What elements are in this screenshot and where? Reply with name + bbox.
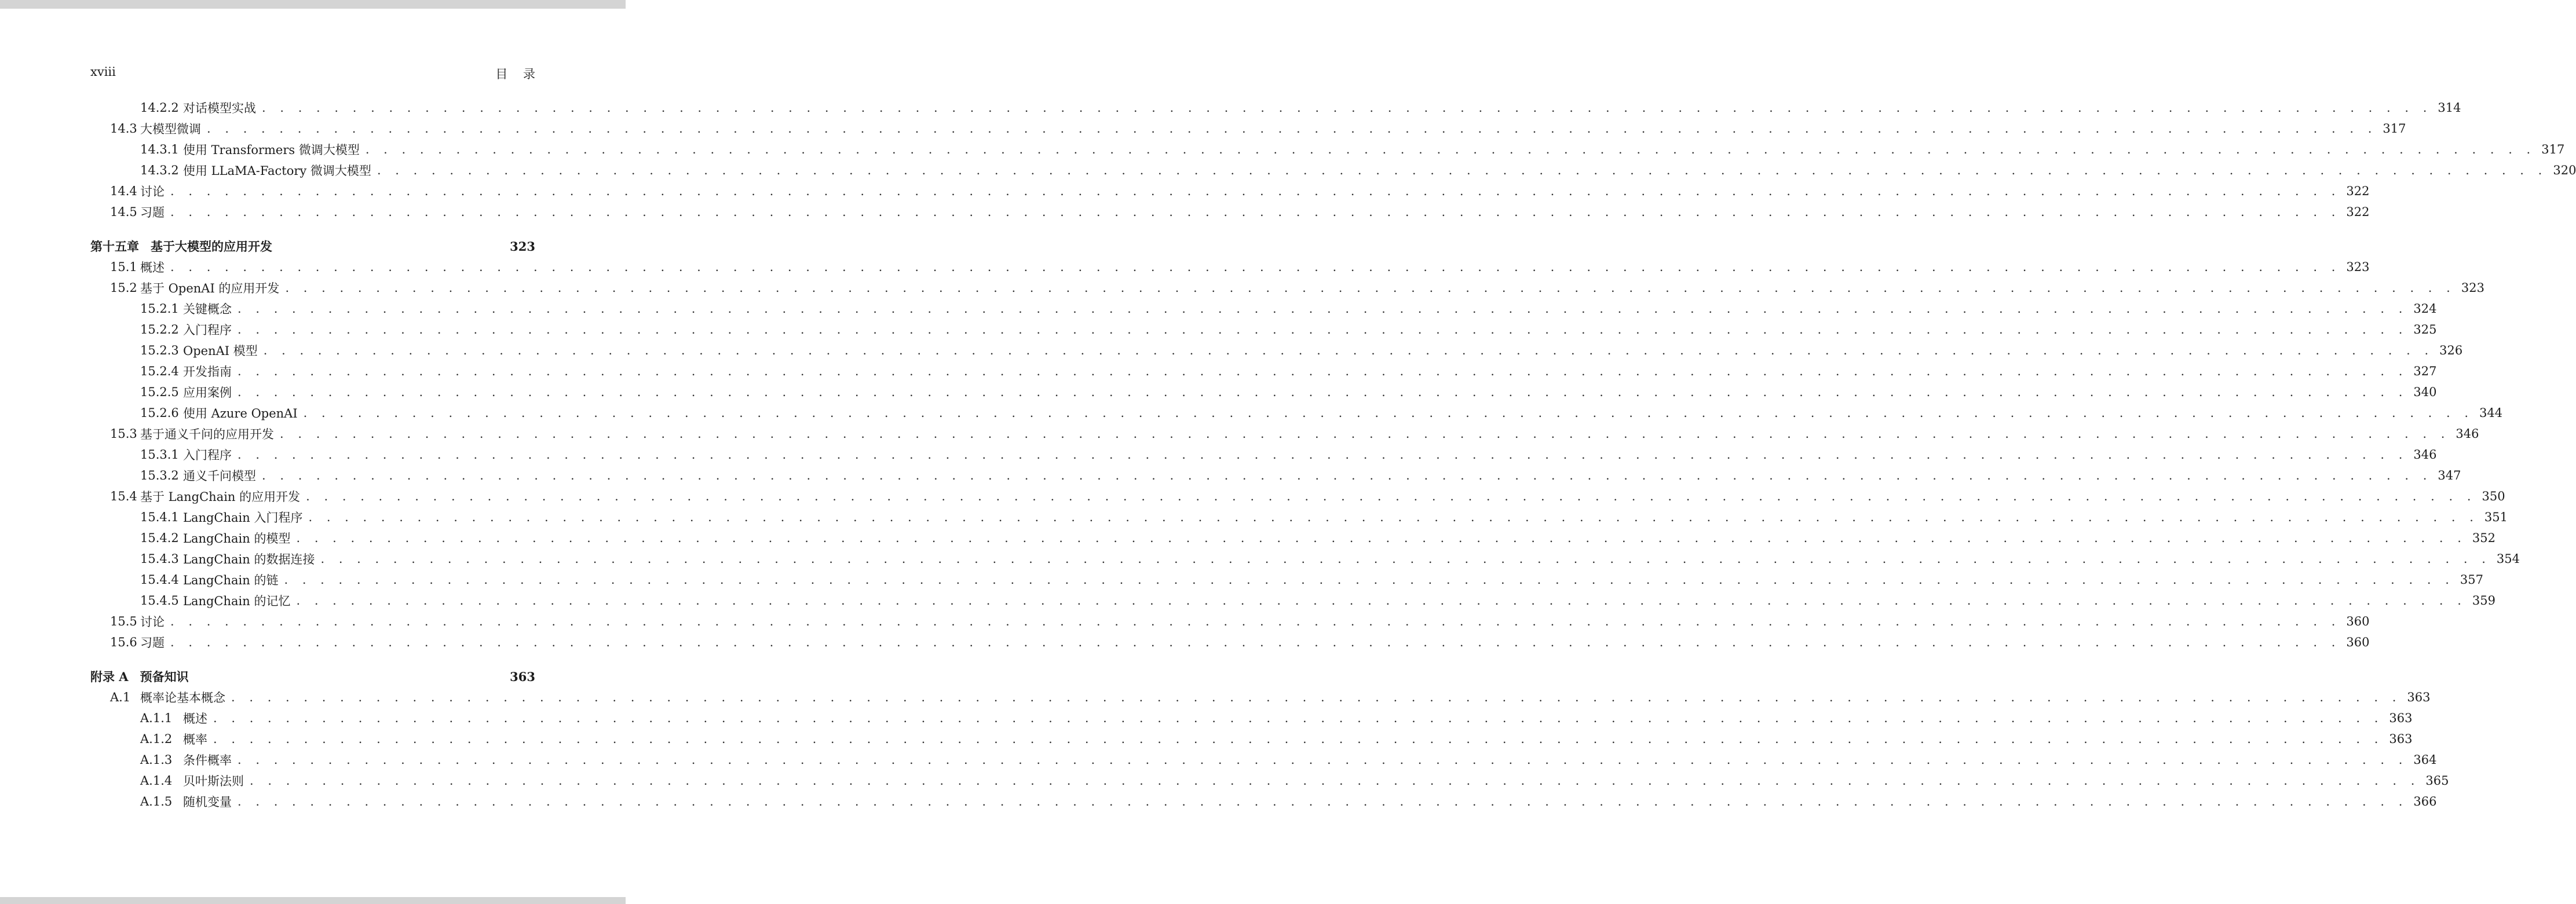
- dot-leader: . . . . . . . . . . . . . . . . . . . . . . . . . . . . . . . . . . . . . . . . . . . . . . . . . . . . . . . . . . . . . . . . . . . . . . . . . . . . . . . . . . . . . . . . . . . . . . . . . . . . . . . . . . . . . . . . . . . . . . . .: [170, 614, 2341, 628]
- running-header-title: 目 录: [495, 67, 541, 81]
- toc-entry-title: 基于 OpenAI 的应用开发: [140, 281, 280, 295]
- toc-page-number: 364: [2413, 753, 2437, 767]
- toc-page-number: 363: [2389, 711, 2413, 725]
- toc-subsection-entry[interactable]: [90, 791, 2437, 812]
- toc-subsection-entry[interactable]: [90, 548, 2520, 569]
- toc-entry-number: A.1.4: [140, 774, 173, 788]
- toc-entry-title: LangChain 的数据连接: [183, 552, 315, 566]
- toc-subsection-entry[interactable]: [90, 298, 2437, 319]
- toc-entry-title: 大模型微调: [140, 122, 201, 136]
- toc-page-number: 325: [2413, 323, 2437, 336]
- toc-entry-title: 入门程序: [183, 448, 232, 462]
- toc-page-number: 326: [2439, 343, 2463, 357]
- dot-leader: . . . . . . . . . . . . . . . . . . . . . . . . . . . . . . . . . . . . . . . . . . . . . . . . . . . . . . . . . . . . . . . . . . . . . . . . . . . . . . . . . . . . . . . . . . . . . . . . . . . . . . . . . . . . . . . . . . . . . . . .: [303, 406, 2474, 420]
- dot-leader: . . . . . . . . . . . . . . . . . . . . . . . . . . . . . . . . . . . . . . . . . . . . . . . . . . . . . . . . . . . . . . . . . . . . . . . . . . . . . . . . . . . . . . . . . . . . . . . . . . . . . . . . . . . . . . . . . . . . . . . .: [170, 184, 2341, 198]
- toc-subsection-entry[interactable]: [90, 465, 2461, 486]
- dot-leader: . . . . . . . . . . . . . . . . . . . . . . . . . . . . . . . . . . . . . . . . . . . . . . . . . . . . . . . . . . . . . . . . . . . . . . . . . . . . . . . . . . . . . . . . . . . . . . . . . . . . . . . . . . . . . . . . . . . . . . . .: [213, 732, 2384, 746]
- toc-section-entry[interactable]: [90, 118, 2406, 139]
- toc-subsection-entry[interactable]: [90, 402, 2503, 423]
- dot-leader: . . . . . . . . . . . . . . . . . . . . . . . . . . . . . . . . . . . . . . . . . . . . . . . . . . . . . . . . . . . . . . . . . . . . . . . . . . . . . . . . . . . . . . . . . . . . . . . . . . . . . . . . . . . . . . . . . . . . . . . .: [308, 510, 2479, 524]
- toc-entry-title: 入门程序: [183, 323, 232, 337]
- toc-section-entry[interactable]: [90, 486, 2505, 507]
- toc-entry-number: 15.3.2: [140, 469, 179, 482]
- dot-leader: . . . . . . . . . . . . . . . . . . . . . . . . . . . . . . . . . . . . . . . . . . . . . . . . . . . . . . . . . . . . . . . . . . . . . . . . . . . . . . . . . . . . . . . . . . . . . . . . . . . . . . . . . . . . . . . . . . . . . . . .: [170, 635, 2341, 649]
- toc-page-number: 360: [2346, 635, 2370, 649]
- toc-page-number: 363: [510, 669, 535, 684]
- toc-chapter-title: 预备知识: [140, 669, 189, 684]
- toc-entry-number: 15.2.6: [140, 406, 179, 420]
- page-bottom-edge: [0, 897, 626, 904]
- toc-entry-title: 使用 LLaMA-Factory 微调大模型: [183, 164, 371, 178]
- toc-page-number: 323: [510, 239, 535, 254]
- toc-entry-number: 15.2: [110, 281, 137, 295]
- dot-leader: . . . . . . . . . . . . . . . . . . . . . . . . . . . . . . . . . . . . . . . . . . . . . . . . . . . . . . . . . . . . . . . . . . . . . . . . . . . . . . . . . . . . . . . . . . . . . . . . . . . . . . . . . . . . . . . . . . . . . . . .: [263, 343, 2434, 357]
- dot-leader: . . . . . . . . . . . . . . . . . . . . . . . . . . . . . . . . . . . . . . . . . . . . . . . . . . . . . . . . . . . . . . . . . . . . . . . . . . . . . . . . . . . . . . . . . . . . . . . . . . . . . . . . . . . . . . . . . . . . . . . .: [285, 281, 2456, 295]
- toc-page-number: 363: [2389, 732, 2413, 746]
- toc-page-number: 357: [2460, 573, 2483, 587]
- toc-page-number: 324: [2413, 302, 2437, 316]
- toc-chapter-number: 附录 A: [90, 669, 129, 684]
- toc-entry-title: 应用案例: [183, 386, 232, 400]
- toc-page-number: 352: [2472, 531, 2495, 545]
- toc-entry-number: 15.2.4: [140, 364, 179, 378]
- toc-page-number: 323: [2461, 281, 2484, 295]
- toc-entry-title: 习题: [140, 206, 165, 219]
- toc-entry-number: 14.2.2: [140, 101, 179, 115]
- dot-leader: . . . . . . . . . . . . . . . . . . . . . . . . . . . . . . . . . . . . . . . . . . . . . . . . . . . . . . . . . . . . . . . . . . . . . . . . . . . . . . . . . . . . . . . . . . . . . . . . . . . . . . . . . . . . . . . . . . . . . . . .: [237, 364, 2408, 378]
- toc-entry-number: 14.3.2: [140, 163, 179, 177]
- toc-subsection-entry[interactable]: [90, 319, 2437, 340]
- dot-leader: . . . . . . . . . . . . . . . . . . . . . . . . . . . . . . . . . . . . . . . . . . . . . . . . . . . . . . . . . . . . . . . . . . . . . . . . . . . . . . . . . . . . . . . . . . . . . . . . . . . . . . . . . . . . . . . . . . . . . . . .: [237, 323, 2408, 336]
- toc-entry-number: 15.3.1: [140, 448, 179, 462]
- toc-page-number: 350: [2482, 489, 2505, 503]
- toc-subsection-entry[interactable]: [90, 528, 2495, 548]
- dot-leader: . . . . . . . . . . . . . . . . . . . . . . . . . . . . . . . . . . . . . . . . . . . . . . . . . . . . . . . . . . . . . . . . . . . . . . . . . . . . . . . . . . . . . . . . . . . . . . . . . . . . . . . . . . . . . . . . . . . . . . . .: [250, 774, 2420, 788]
- toc-chapter-title: 基于大模型的应用开发: [151, 239, 272, 254]
- dot-leader: . . . . . . . . . . . . . . . . . . . . . . . . . . . . . . . . . . . . . . . . . . . . . . . . . . . . . . . . . . . . . . . . . . . . . . . . . . . . . . . . . . . . . . . . . . . . . . . . . . . . . . . . . . . . . . . . . . . . . . . .: [377, 163, 2548, 177]
- dot-leader: . . . . . . . . . . . . . . . . . . . . . . . . . . . . . . . . . . . . . . . . . . . . . . . . . . . . . . . . . . . . . . . . . . . . . . . . . . . . . . . . . . . . . . . . . . . . . . . . . . . . . . . . . . . . . . . . . . . . . . . .: [207, 122, 2377, 136]
- toc-entry-title: 条件概率: [183, 753, 232, 767]
- toc-subsection-entry[interactable]: [90, 507, 2508, 528]
- toc-entry-number: 15.4.3: [140, 552, 179, 566]
- toc-entry-title: LangChain 入门程序: [183, 511, 303, 525]
- toc-entry-number: 14.4: [110, 184, 137, 198]
- toc-entry-title: LangChain 的模型: [183, 532, 291, 546]
- dot-leader: . . . . . . . . . . . . . . . . . . . . . . . . . . . . . . . . . . . . . . . . . . . . . . . . . . . . . . . . . . . . . . . . . . . . . . . . . . . . . . . . . . . . . . . . . . . . . . . . . . . . . . . . . . . . . . . . . . . . . . . .: [284, 573, 2454, 587]
- toc-subsection-entry[interactable]: [90, 340, 2463, 361]
- toc-entry-title: 习题: [140, 636, 165, 650]
- dot-leader: . . . . . . . . . . . . . . . . . . . . . . . . . . . . . . . . . . . . . . . . . . . . . . . . . . . . . . . . . . . . . . . . . . . . . . . . . . . . . . . . . . . . . . . . . . . . . . . . . . . . . . . . . . . . . . . . . . . . . . . .: [306, 489, 2476, 503]
- toc-entry-title: 基于 LangChain 的应用开发: [140, 490, 301, 504]
- dot-leader: . . . . . . . . . . . . . . . . . . . . . . . . . . . . . . . . . . . . . . . . . . . . . . . . . . . . . . . . . . . . . . . . . . . . . . . . . . . . . . . . . . . . . . . . . . . . . . . . . . . . . . . . . . . . . . . . . . . . . . . .: [237, 795, 2408, 808]
- dot-leader: . . . . . . . . . . . . . . . . . . . . . . . . . . . . . . . . . . . . . . . . . . . . . . . . . . . . . . . . . . . . . . . . . . . . . . . . . . . . . . . . . . . . . . . . . . . . . . . . . . . . . . . . . . . . . . . . . . . . . . . .: [231, 690, 2402, 704]
- toc-entry-title: 讨论: [140, 615, 165, 629]
- toc-entry-title: OpenAI 模型: [183, 344, 258, 358]
- toc-section-entry[interactable]: [90, 181, 2370, 202]
- toc-page-number: 347: [2438, 469, 2461, 482]
- toc-entry-title: 关键概念: [183, 302, 232, 316]
- dot-leader: . . . . . . . . . . . . . . . . . . . . . . . . . . . . . . . . . . . . . . . . . . . . . . . . . . . . . . . . . . . . . . . . . . . . . . . . . . . . . . . . . . . . . . . . . . . . . . . . . . . . . . . . . . . . . . . . . . . . . . . .: [365, 142, 2536, 156]
- toc-section-entry[interactable]: [90, 687, 2431, 708]
- toc-subsection-entry[interactable]: [90, 139, 2565, 160]
- toc-entry-number: 15.4.4: [140, 573, 179, 587]
- toc-subsection-entry[interactable]: [90, 382, 2437, 402]
- table-of-contents: [90, 97, 2576, 812]
- toc-entry-title: 对话模型实战: [183, 101, 256, 115]
- toc-page-number: 323: [2346, 260, 2370, 274]
- toc-page-number: 322: [2346, 184, 2370, 198]
- toc-entry-number: 15.1: [110, 260, 137, 274]
- toc-entry-title: 贝叶斯法则: [183, 774, 244, 788]
- toc-chapter-heading[interactable]: [90, 236, 535, 257]
- toc-section-entry[interactable]: [90, 632, 2370, 653]
- toc-page-number: 359: [2472, 594, 2495, 607]
- toc-entry-number: 15.2.5: [140, 385, 179, 399]
- toc-page-number: 363: [2407, 690, 2431, 704]
- toc-entry-title: 使用 Transformers 微调大模型: [183, 143, 360, 157]
- dot-leader: . . . . . . . . . . . . . . . . . . . . . . . . . . . . . . . . . . . . . . . . . . . . . . . . . . . . . . . . . . . . . . . . . . . . . . . . . . . . . . . . . . . . . . . . . . . . . . . . . . . . . . . . . . . . . . . . . . . . . . . .: [296, 531, 2467, 545]
- toc-entry-number: 14.3: [110, 122, 137, 136]
- dot-leader: . . . . . . . . . . . . . . . . . . . . . . . . . . . . . . . . . . . . . . . . . . . . . . . . . . . . . . . . . . . . . . . . . . . . . . . . . . . . . . . . . . . . . . . . . . . . . . . . . . . . . . . . . . . . . . . . . . . . . . . .: [280, 427, 2450, 441]
- toc-subsection-entry[interactable]: [90, 770, 2449, 791]
- toc-entry-number: 15.6: [110, 635, 137, 649]
- toc-entry-number: 15.5: [110, 614, 137, 628]
- toc-entry-number: 15.2.3: [140, 343, 179, 357]
- toc-entry-number: A.1: [110, 690, 131, 704]
- toc-chapter-heading[interactable]: [90, 666, 535, 687]
- toc-subsection-entry[interactable]: [90, 361, 2437, 382]
- toc-entry-number: 15.4.2: [140, 531, 179, 545]
- toc-page-number: 346: [2413, 448, 2437, 462]
- toc-page-number: 314: [2438, 101, 2461, 115]
- toc-entry-number: 14.5: [110, 205, 137, 219]
- toc-entry-title: LangChain 的记忆: [183, 594, 291, 608]
- toc-entry-number: 15.4: [110, 489, 137, 503]
- toc-entry-title: 概述: [140, 261, 165, 275]
- toc-chapter-number: 第十五章: [90, 239, 139, 254]
- toc-spacer: [90, 653, 535, 666]
- toc-section-entry[interactable]: [90, 277, 2484, 298]
- dot-leader: . . . . . . . . . . . . . . . . . . . . . . . . . . . . . . . . . . . . . . . . . . . . . . . . . . . . . . . . . . . . . . . . . . . . . . . . . . . . . . . . . . . . . . . . . . . . . . . . . . . . . . . . . . . . . . . . . . . . . . . .: [262, 101, 2432, 115]
- toc-entry-number: 15.3: [110, 427, 137, 441]
- toc-entry-title: 开发指南: [183, 365, 232, 379]
- toc-page-number: 344: [2479, 406, 2503, 420]
- dot-leader: . . . . . . . . . . . . . . . . . . . . . . . . . . . . . . . . . . . . . . . . . . . . . . . . . . . . . . . . . . . . . . . . . . . . . . . . . . . . . . . . . . . . . . . . . . . . . . . . . . . . . . . . . . . . . . . . . . . . . . . .: [237, 302, 2408, 316]
- page-number-roman: xviii: [90, 65, 116, 79]
- dot-leader: . . . . . . . . . . . . . . . . . . . . . . . . . . . . . . . . . . . . . . . . . . . . . . . . . . . . . . . . . . . . . . . . . . . . . . . . . . . . . . . . . . . . . . . . . . . . . . . . . . . . . . . . . . . . . . . . . . . . . . . .: [170, 205, 2341, 219]
- dot-leader: . . . . . . . . . . . . . . . . . . . . . . . . . . . . . . . . . . . . . . . . . . . . . . . . . . . . . . . . . . . . . . . . . . . . . . . . . . . . . . . . . . . . . . . . . . . . . . . . . . . . . . . . . . . . . . . . . . . . . . . .: [320, 552, 2491, 566]
- toc-entry-title: 随机变量: [183, 795, 232, 809]
- toc-page-number: 317: [2383, 122, 2406, 136]
- toc-section-entry[interactable]: [90, 202, 2370, 222]
- toc-section-entry[interactable]: [90, 611, 2370, 632]
- toc-entry-number: 15.4.1: [140, 510, 179, 524]
- page-top-edge: [0, 0, 626, 9]
- toc-entry-title: 概率论基本概念: [140, 691, 225, 705]
- toc-section-entry[interactable]: [90, 257, 2370, 277]
- toc-entry-number: A.1.2: [140, 732, 173, 746]
- toc-entry-number: A.1.1: [140, 711, 173, 725]
- toc-entry-number: 15.2.1: [140, 302, 179, 316]
- toc-entry-number: 15.2.2: [140, 323, 179, 336]
- toc-entry-title: 概述: [183, 712, 207, 726]
- toc-subsection-entry[interactable]: [90, 444, 2437, 465]
- toc-page-number: 366: [2413, 795, 2437, 808]
- toc-entry-title: 概率: [183, 733, 207, 746]
- dot-leader: . . . . . . . . . . . . . . . . . . . . . . . . . . . . . . . . . . . . . . . . . . . . . . . . . . . . . . . . . . . . . . . . . . . . . . . . . . . . . . . . . . . . . . . . . . . . . . . . . . . . . . . . . . . . . . . . . . . . . . . .: [262, 469, 2432, 482]
- dot-leader: . . . . . . . . . . . . . . . . . . . . . . . . . . . . . . . . . . . . . . . . . . . . . . . . . . . . . . . . . . . . . . . . . . . . . . . . . . . . . . . . . . . . . . . . . . . . . . . . . . . . . . . . . . . . . . . . . . . . . . . .: [237, 385, 2408, 399]
- toc-page-number: 354: [2496, 552, 2520, 566]
- toc-subsection-entry[interactable]: [90, 160, 2576, 181]
- toc-section-entry[interactable]: [90, 423, 2479, 444]
- toc-entry-title: 基于通义千问的应用开发: [140, 427, 274, 441]
- toc-page-number: 322: [2346, 205, 2370, 219]
- toc-subsection-entry[interactable]: [90, 729, 2413, 749]
- toc-entry-number: 14.3.1: [140, 142, 179, 156]
- toc-subsection-entry[interactable]: [90, 708, 2413, 729]
- toc-page-number: 365: [2425, 774, 2449, 788]
- toc-spacer: [90, 222, 535, 236]
- dot-leader: . . . . . . . . . . . . . . . . . . . . . . . . . . . . . . . . . . . . . . . . . . . . . . . . . . . . . . . . . . . . . . . . . . . . . . . . . . . . . . . . . . . . . . . . . . . . . . . . . . . . . . . . . . . . . . . . . . . . . . . .: [237, 448, 2408, 462]
- toc-page-number: 346: [2456, 427, 2479, 441]
- toc-subsection-entry[interactable]: [90, 97, 2461, 118]
- toc-page-number: 320: [2553, 163, 2576, 177]
- toc-subsection-entry[interactable]: [90, 749, 2437, 770]
- dot-leader: . . . . . . . . . . . . . . . . . . . . . . . . . . . . . . . . . . . . . . . . . . . . . . . . . . . . . . . . . . . . . . . . . . . . . . . . . . . . . . . . . . . . . . . . . . . . . . . . . . . . . . . . . . . . . . . . . . . . . . . .: [237, 753, 2408, 767]
- toc-entry-number: A.1.5: [140, 795, 173, 808]
- toc-page-number: 317: [2541, 142, 2565, 156]
- dot-leader: . . . . . . . . . . . . . . . . . . . . . . . . . . . . . . . . . . . . . . . . . . . . . . . . . . . . . . . . . . . . . . . . . . . . . . . . . . . . . . . . . . . . . . . . . . . . . . . . . . . . . . . . . . . . . . . . . . . . . . . .: [296, 594, 2467, 607]
- dot-leader: . . . . . . . . . . . . . . . . . . . . . . . . . . . . . . . . . . . . . . . . . . . . . . . . . . . . . . . . . . . . . . . . . . . . . . . . . . . . . . . . . . . . . . . . . . . . . . . . . . . . . . . . . . . . . . . . . . . . . . . .: [213, 711, 2384, 725]
- toc-page-number: 360: [2346, 614, 2370, 628]
- toc-entry-number: A.1.3: [140, 753, 173, 767]
- toc-entry-title: 使用 Azure OpenAI: [183, 407, 298, 420]
- toc-entry-title: 通义千问模型: [183, 469, 256, 483]
- toc-subsection-entry[interactable]: [90, 590, 2495, 611]
- dot-leader: . . . . . . . . . . . . . . . . . . . . . . . . . . . . . . . . . . . . . . . . . . . . . . . . . . . . . . . . . . . . . . . . . . . . . . . . . . . . . . . . . . . . . . . . . . . . . . . . . . . . . . . . . . . . . . . . . . . . . . . .: [170, 260, 2341, 274]
- toc-page-number: 351: [2484, 510, 2508, 524]
- toc-page-number: 327: [2413, 364, 2437, 378]
- toc-entry-title: 讨论: [140, 185, 165, 199]
- toc-subsection-entry[interactable]: [90, 569, 2483, 590]
- toc-page-number: 340: [2413, 385, 2437, 399]
- toc-entry-title: LangChain 的链: [183, 573, 279, 587]
- toc-entry-number: 15.4.5: [140, 594, 179, 607]
